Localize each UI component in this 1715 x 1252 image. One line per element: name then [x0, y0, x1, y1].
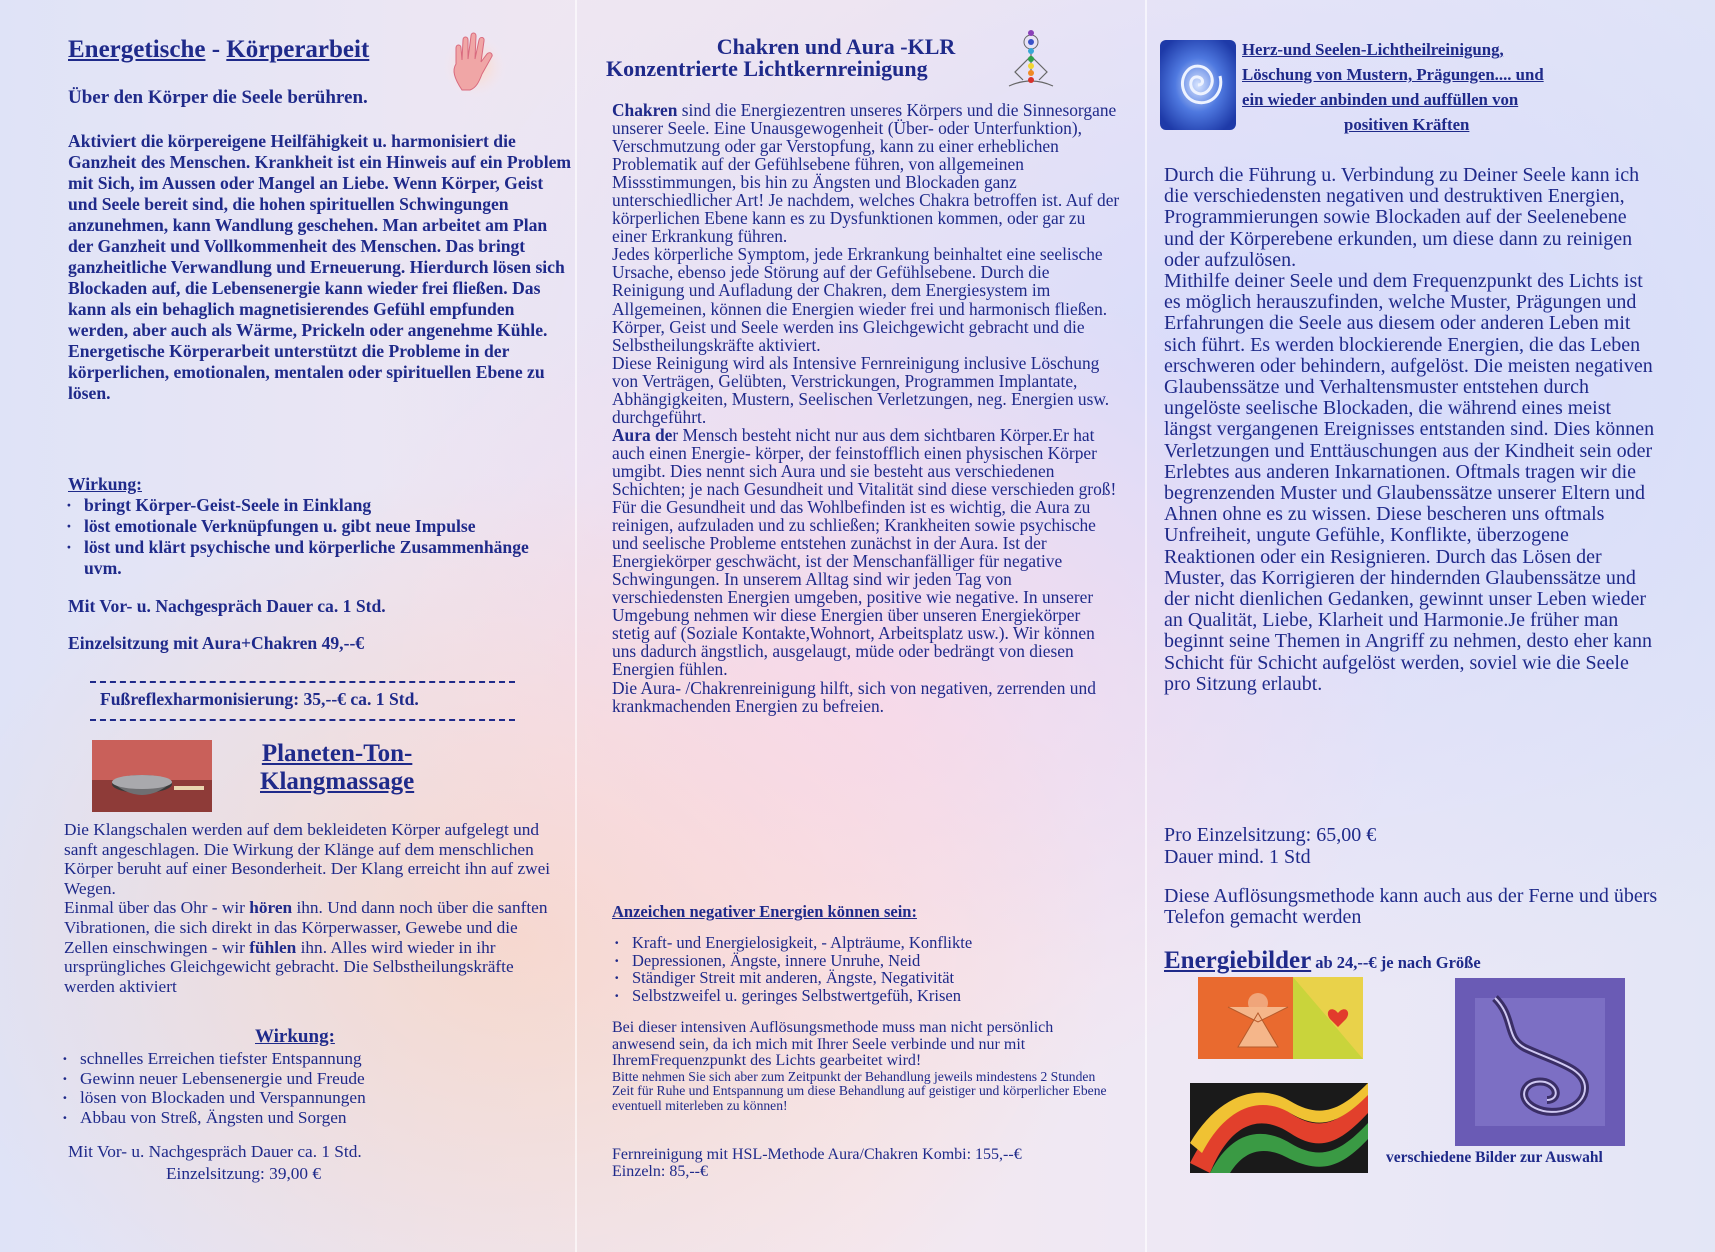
meditation-chakra-icon — [1001, 28, 1061, 100]
list-item: · Selbstzweifel u. geringes Selbstwertgefüh, Krisen — [612, 987, 1112, 1005]
column-chakren-aura — [606, 0, 1120, 1210]
body-text — [1164, 165, 1659, 695]
divider-bottom — [90, 719, 515, 721]
title-line3: ein wieder anbinden und auffüllen von — [1242, 90, 1519, 109]
list-item: · Kraft- und Energielosigkeit, - Alpträume, Konflikte — [612, 934, 1112, 952]
list-item: · schnelles Erreichen tiefster Entspannung — [60, 1049, 560, 1069]
intro-text: Aktiviert die körpereigene Heilfähigkeit u. harmonisiert die Ganzheit des Menschen. Krankheit ist ein Hinweis auf ein Problem mit Sich, im Aussen oder Mangel an Liebe. Wenn Körper, Geist und Seele bereit sind, die hohen spirituellen Schwingungen anzunehmen, kann Wandlung geschehen. Man arbeitet am Plan der Ganzheit und Vollkommenheit des Menschen. Das bringt ganzheitliche Verwandlung und Erneuerung. Hierdurch lösen sich Blockaden auf, die Lebensenergie kann wieder frei fließen. Das kann als ein behaglich magnetisierendes Gefühl empfunden werden, aber auch als Wärme, Prickeln oder angenehme Kühle. Energetische Körperarbeit unterstützt die Probleme in der körperlichen, emotionalen, mentalen oder spirituellen Ebene zu lösen. — [68, 131, 572, 403]
bilder-caption: verschiedene Bilder zur Auswahl — [1386, 1149, 1603, 1166]
energy-painting-wave — [1190, 1083, 1368, 1173]
chakren-para3: Diese Reinigung wird als Intensive Fernreinigung inclusive Löschung von Verträgen, Gelübten, Verstrickungen, Programmen Implantate, Abhängigkeiten, Mustern, Seelischen Verletzungen, neg. Energien usw. durchgeführt. — [612, 352, 1110, 427]
bilder-price: ab 24,--€ je nach Größe — [1315, 953, 1481, 972]
aura-text: r Mensch besteht nicht nur aus dem sichtbaren Körper.Er hat auch einen Energie- körper, der feinstofflich einen physischen Körper umgibt. Dies nennt sich Aura und sie besteht aus verschiedenen Schichten; je nach Gesundheit und Vitalität sind diese verschieden groß! Für die Gesundheit und das Wohlbefinden ist es wichtig, die Aura zu reinigen, aufzuladen und zu schließen; Krankheiten sowie psychische und seelische Probleme entstehen zunächst in der Aura. Ist der Energiekörper geschwächt, ist der Menschanfälliger für negative Schwingungen. In unserem Alltag sind wir jeden Tag von verschiedensten Energien umgeben, positive wie negative. In unserer Umgebung nehmen wir diese Energien über unseren Energiekörper stetig auf (Soziale Kontakte,Wohnort, Arbeitsplatz usw.). Wir können uns dadurch ängstlich, ausgelaugt, müde oder bedrängt von diesen Energien fühlen. — [612, 424, 1117, 680]
column-herz-seelen — [1160, 0, 1660, 1210]
title-line2: Löschung von Mustern, Prägungen.... und — [1242, 65, 1544, 84]
section-title — [606, 36, 986, 80]
title-part2: Körperarbeit — [226, 36, 370, 63]
body-p1: Durch die Führung u. Verbindung zu Deiner Seele kann ich die verschiedensten negativen und destruktiven Energien, Programmierungen sowie Blockaden auf der Seelenebene und der Körperebene erkunden, um diese dann zu reinigen oder aufzulösen. — [1164, 164, 1640, 271]
list-item: · Abbau von Streß, Ängsten und Sorgen — [60, 1108, 560, 1128]
klang-text-b2: ihn. Und dann noch über die sanften Vibrationen, die sich direkt in das Körperwasser, Gewebe und die Zellen einschwingen - wir — [64, 898, 548, 957]
klang-title-line1: Planeten-Ton- — [261, 740, 413, 767]
title-dash: - — [205, 36, 227, 63]
list-item: · lösen von Blockaden und Verspannungen — [60, 1088, 560, 1108]
klang-title-line2: Klangmassage — [260, 768, 415, 795]
aura-para5: Die Aura- /Chakrenreinigung hilft, sich von negativen, zerrenden und krankmachenden Energien zu befreien. — [612, 677, 1096, 716]
section-title — [68, 36, 369, 64]
subtitle: Über den Körper die Seele berühren. — [68, 87, 368, 108]
title-line4: positiven Kräften — [1344, 115, 1470, 134]
divider-top — [90, 681, 515, 683]
energy-painting-angel — [1198, 977, 1363, 1059]
energy-painting-spiral — [1455, 978, 1625, 1146]
title-line2: Konzentrierte Lichtkernreinigung — [606, 56, 928, 81]
remote-text: Diese Auflösungsmethode kann auch aus der Ferne und übers Telefon gemacht werden — [1164, 885, 1658, 929]
list-item: · Gewinn neuer Lebensenergie und Freude — [60, 1069, 560, 1089]
klang-hoeren: hören — [249, 898, 293, 918]
klang-fuehlen: fühlen — [249, 937, 297, 957]
klang-wirkung-list — [60, 1049, 560, 1127]
hand-icon — [440, 30, 510, 98]
klang-text — [64, 820, 564, 996]
price-line1: Fernreinigung mit HSL-Methode Aura/Chakren Kombi: 155,--€ — [612, 1146, 1022, 1163]
chakren-body — [612, 101, 1120, 715]
klang-text-a: Die Klangschalen werden auf dem bekleideten Körper aufgelegt und sanft angeschlagen. Die Wirkung der Klänge auf dem menschlichen Körper beruht auf einer Besonderheit. Der Klang erreicht ihn auf zwei Wegen. — [64, 820, 551, 898]
energiebilder-header — [1164, 947, 1481, 975]
klang-text-b3: ihn. Alles wird wieder in ihr ursprüngliches Gleichgewicht gebracht. Die Selbstheilungskräfte werden aktiviert — [64, 937, 514, 996]
chakren-text: sind die Energiezentren unseres Körpers und die Sinnesorgane unserer Seele. Eine Unausgewogenheit (Über- oder Unterfunktion), Verschmutzung oder gar Verstopfung, kann zu einer erheblichen Problematik auf der Gefühlsebene führen, von allgemeinen Missstimmungen, bis hin zu Ängsten und Blockaden ganz unterschiedlicher Art! Je nachdem, welches Chakra betroffen ist. Auf der körperlichen Ebene kann es zu Dysfunktionen kommen, oder gar zu einer Erkrankung führen. — [612, 100, 1120, 247]
list-item: · löst und klärt psychische und körperliche Zusammenhänge uvm. — [64, 537, 564, 579]
list-item: · löst emotionale Verknüpfungen u. gibt neue Impulse — [64, 516, 564, 537]
wirkung-list — [64, 495, 564, 579]
list-item: · Depressionen, Ängste, innere Unruhe, Neid — [612, 952, 1112, 970]
fold-line-left — [575, 0, 577, 1252]
wirkung-heading: Wirkung: — [68, 474, 142, 494]
singing-bowl-photo — [92, 740, 212, 812]
list-item: · Ständiger Streit mit anderen, Ängste, Negativität — [612, 969, 1112, 987]
title-line1: Herz-und Seelen-Lichtheilreinigung, — [1242, 40, 1504, 59]
aura-word: Aura de — [612, 424, 673, 445]
duration-text: Dauer mind. 1 Std — [1164, 846, 1311, 868]
anzeichen-heading: Anzeichen negativer Energien können sein: — [612, 902, 917, 921]
price-line2: Einzeln: 85,--€ — [612, 1163, 708, 1180]
klang-duration: Mit Vor- u. Nachgespräch Dauer ca. 1 Std. — [68, 1142, 362, 1161]
klang-text-b1: Einmal über das Ohr - wir — [64, 898, 250, 918]
klang-wirkung-heading: Wirkung: — [255, 1026, 335, 1047]
duration-text: Mit Vor- u. Nachgespräch Dauer ca. 1 Std. — [68, 596, 386, 616]
price-text: Einzelsitzung mit Aura+Chakren 49,--€ — [68, 633, 365, 653]
fold-line-right — [1145, 0, 1147, 1252]
body-p2: Mithilfe deiner Seele und dem Frequenzpunkt des Lichts ist es möglich herauszufinden, welche Muster, Prägungen und Erfahrungen die Seele aus diesem oder anderen Leben mit sich führt. Es werden blockierende Energien, die das Leben erschweren oder behindern, aufgelöst. Die meisten negativen Glaubenssätze und Verhaltensmuster entstehen durch ungelöste seelische Blockaden, die während eines meist längst vergangenen Ereignisses entstanden sind. Dies können Verletzungen und Enttäuschungen aus der Kindheit sein oder Erlebtes aus anderen Inkarnationen. Oftmals tragen wir die begrenzenden Muster und Glaubenssätze unserer Eltern und Ahnen ohne es zu wissen. Diese bescheren uns oftmals Unfreiheit, ungute Gefühle, Konflikte, überzogene Reaktionen oder ein Resignieren. Durch das Lösen der Muster, das Korrigieren der hindernden Glaubenssätze und der nicht dienlichen Gedanken, gewinnt unser Leben wieder an Qualität, Liebe, Klarheit und Harmonie.Je früher man beginnt seine Themen in Angriff zu nehmen, desto eher kann Schicht für Schicht aufgelöst werden, soviel wie die Seele pro Sitzung erlaubt. — [1164, 270, 1655, 695]
price-text: Pro Einzelsitzung: 65,00 € — [1164, 824, 1377, 846]
anzeichen-list — [612, 934, 1112, 1004]
klang-price: Einzelsitzung: 39,00 € — [166, 1164, 322, 1183]
fussreflex-text: Fußreflexharmonisierung: 35,--€ ca. 1 Std. — [100, 689, 419, 709]
section-title — [1242, 37, 1652, 137]
bilder-title: Energiebilder — [1164, 947, 1312, 974]
chakren-para2: Jedes körperliche Symptom, jede Erkrankung beinhaltet eine seelische Ursache, ebenso jede Störung auf der Gefühlsebene. Durch die Reinigung und Aufladung der Chakren, dem Energiesystem im Allgemeinen, können die Energien wieder frei und harmonisch fließen. Körper, Geist und Seele werden ins Gleichgewicht gebracht und die Selbstheilungskräfte aktiviert. — [612, 244, 1108, 355]
column-energetische-koerperarbeit — [60, 0, 572, 1210]
list-item: · bringt Körper-Geist-Seele in Einklang — [64, 495, 564, 516]
method-text: Bei dieser intensiven Auflösungsmethode muss man nicht persönlich anwesend sein, da ich mich mit Ihrer Seele verbinde und nur mit IhremFrequenzpunkt des Lichts gearbeitet wird! — [612, 1019, 1054, 1069]
title-line1: Chakren und Aura -KLR — [716, 34, 956, 59]
small-text: Bitte nehmen Sie sich aber zum Zeitpunkt der Behandlung jeweils mindestens 2 Stunden Zeit für Ruhe und Entspannung um diese Behandlung auf geistiger und körperlicher Ebene eventuell miterleben zu können! — [612, 1069, 1107, 1113]
klang-title — [260, 740, 414, 796]
spiral-rose-icon — [1160, 40, 1236, 130]
chakren-word: Chakren — [612, 100, 678, 120]
title-part1: Energetische — [68, 36, 206, 63]
